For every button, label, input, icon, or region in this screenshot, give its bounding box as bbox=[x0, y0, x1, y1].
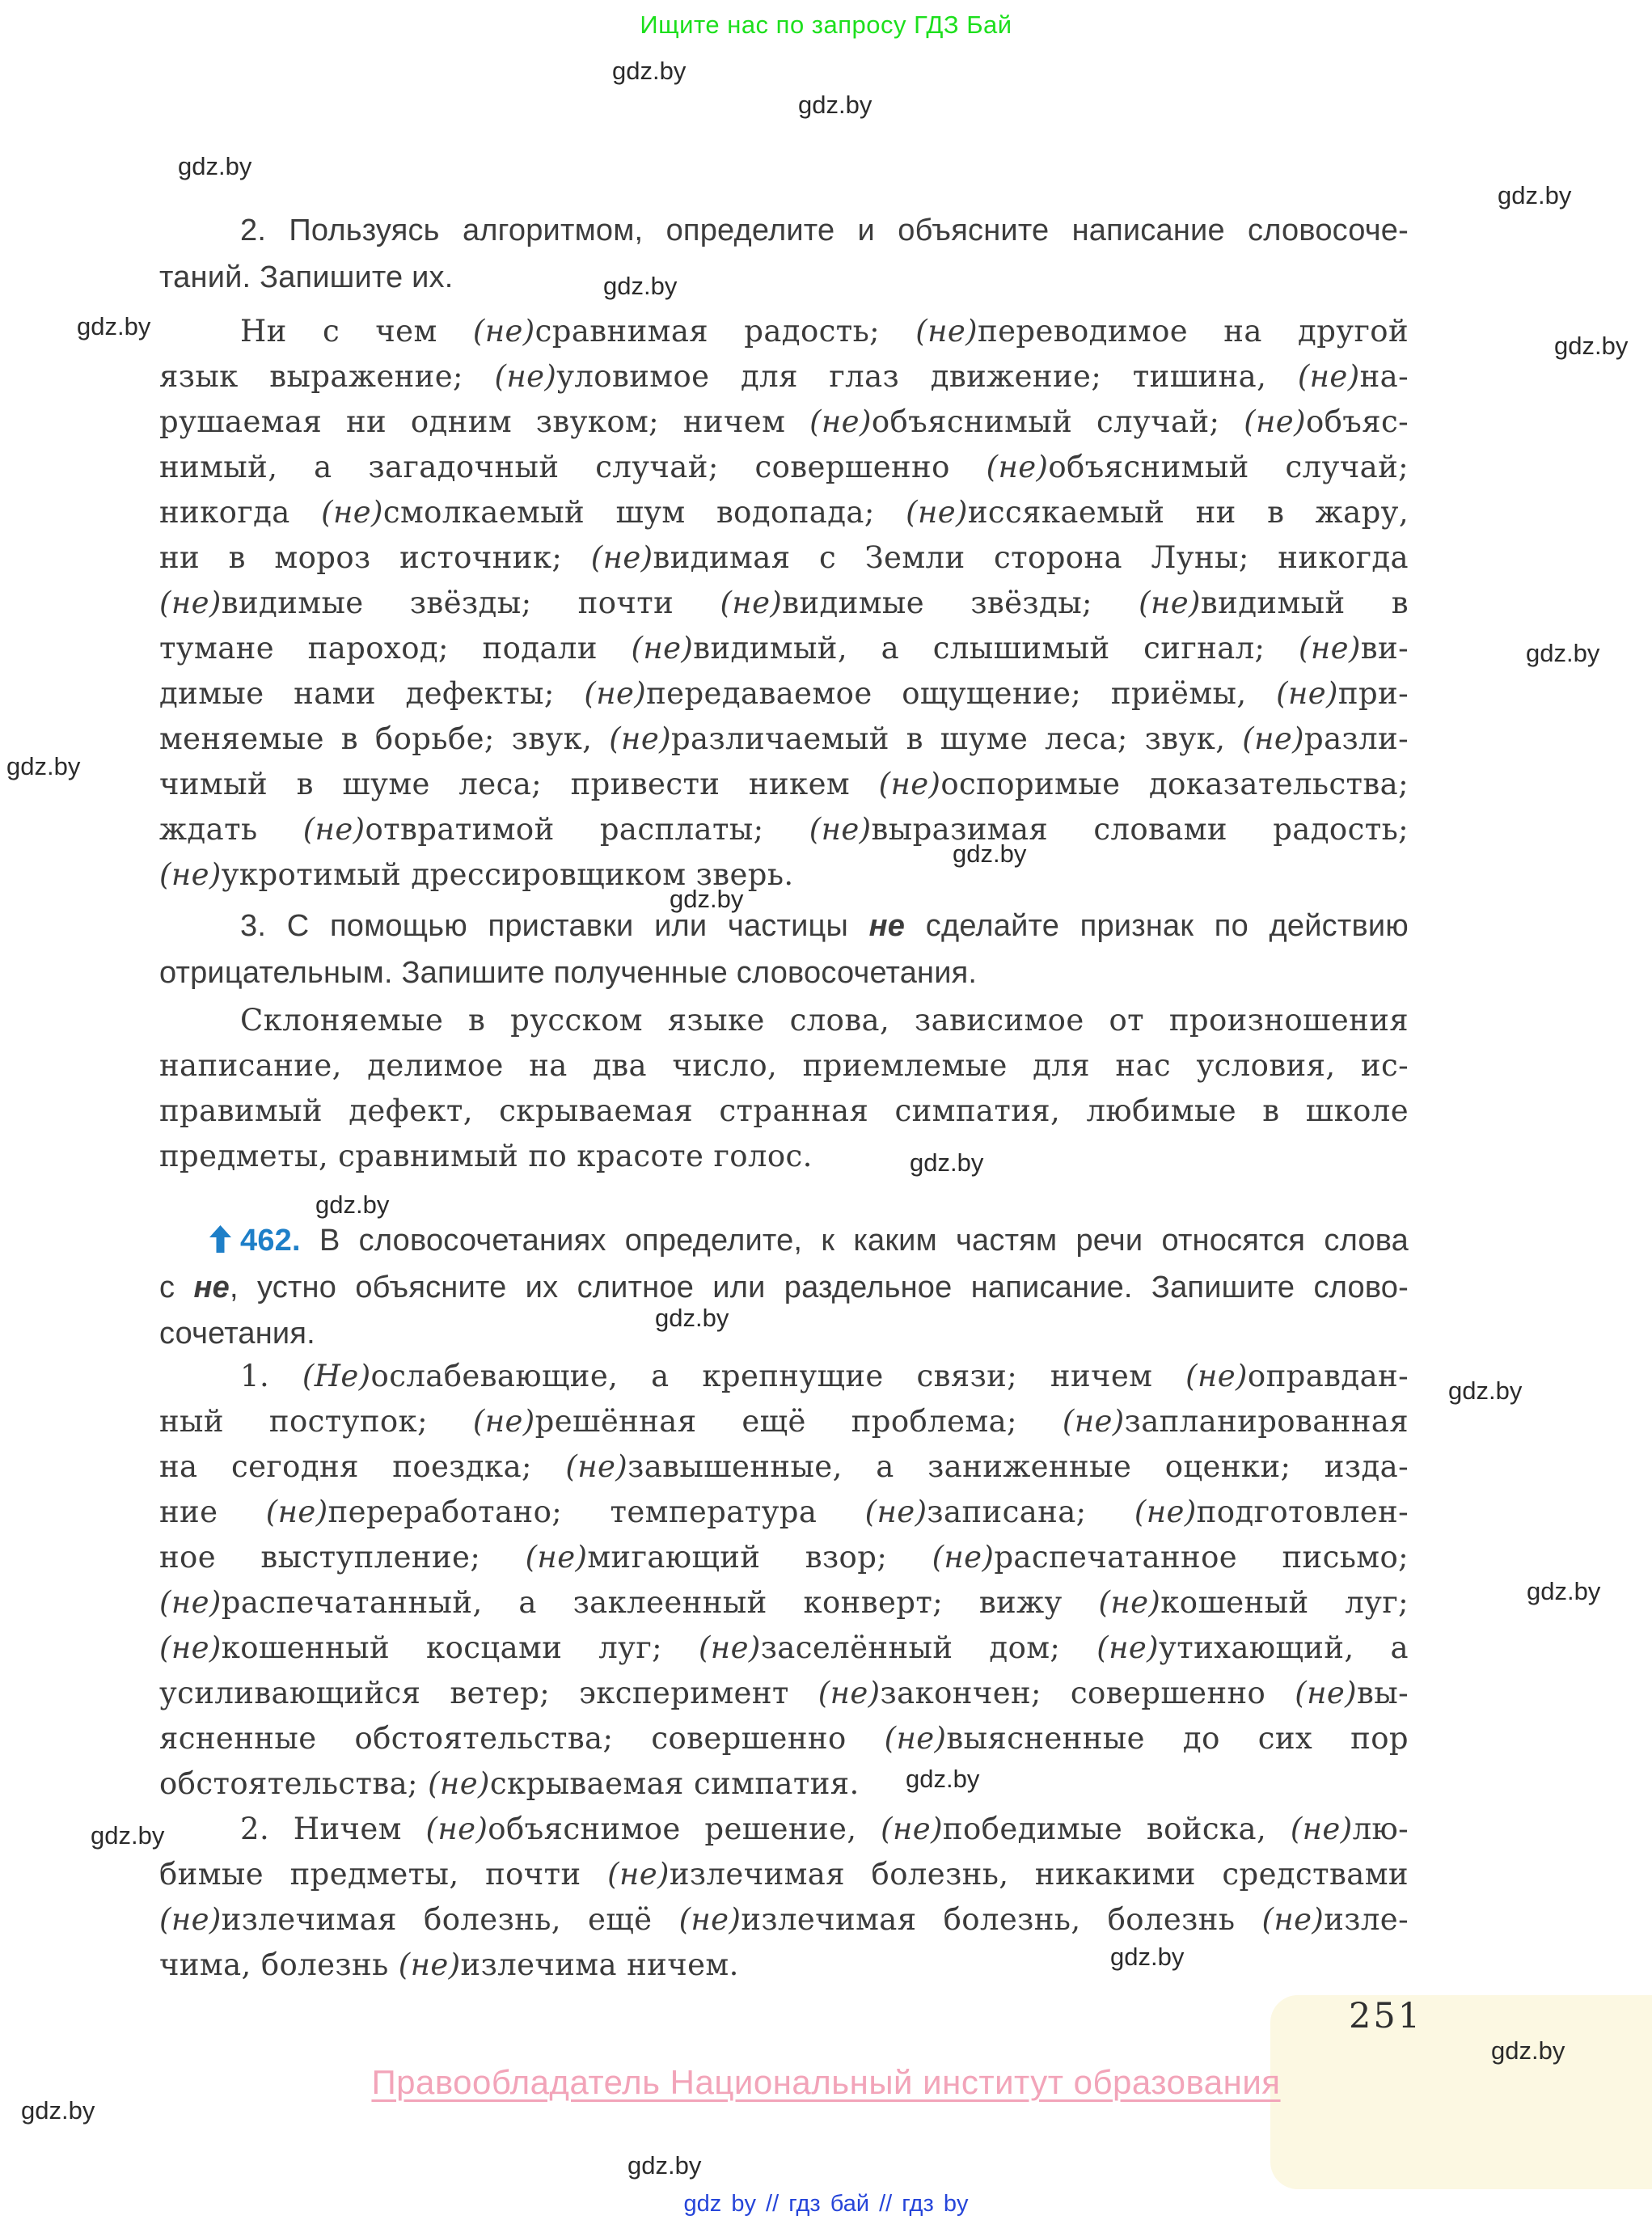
gdz-watermark: gdz.by bbox=[612, 57, 687, 85]
exercise-number: 462. bbox=[240, 1224, 301, 1258]
text-line: меняемые в борьбе; звук, (не)различаемый в шуме леса; звук, (не)разли- bbox=[159, 721, 1409, 756]
text-line: сочетания. bbox=[159, 1317, 315, 1351]
text-line: ни в мороз источник; (не)видимая с Земли сторона Луны; никогда bbox=[159, 540, 1409, 575]
text-line: никогда (не)смолкаемый шум водопада; (не)иссякаемый ни в жару, bbox=[159, 495, 1409, 530]
text-line: чима, болезнь (не)излечима ничем. bbox=[159, 1947, 739, 1982]
text-line: таний. Запишите их. bbox=[159, 260, 454, 294]
gdz-watermark: gdz.by bbox=[906, 1765, 980, 1793]
text-line: (не)укротимый дрессировщиком зверь. bbox=[159, 857, 794, 892]
text-line: усиливающийся ветер; эксперимент (не)закончен; совершенно (не)вы- bbox=[159, 1676, 1409, 1710]
text-line: обстоятельства; (не)скрываемая симпатия. bbox=[159, 1766, 860, 1801]
gdz-watermark: gdz.by bbox=[670, 885, 744, 913]
dictation-list-1 bbox=[159, 309, 1409, 898]
exercise-body bbox=[159, 1265, 1409, 1358]
text-line: 2. Пользуясь алгоритмом, определите и объясните написание словосоче- bbox=[240, 214, 1409, 247]
gdz-watermark: gdz.by bbox=[91, 1821, 165, 1850]
text-line: на сегодня поездка; (не)завышенные, а заниженные оценки; изда- bbox=[159, 1449, 1409, 1484]
text-line: (не)кошенный косцами луг; (не)заселённый дом; (не)утихающий, а bbox=[159, 1630, 1409, 1665]
text-line: димые нами дефекты; (не)передаваемое ощущение; приёмы, (не)при- bbox=[159, 676, 1409, 711]
gdz-watermark: gdz.by bbox=[21, 2096, 95, 2125]
text-line: с не, устно объясните их слитное или раздельное написание. Запишите слово- bbox=[159, 1270, 1409, 1304]
gdz-watermark: gdz.by bbox=[953, 839, 1027, 868]
gdz-watermark: gdz.by bbox=[1554, 332, 1629, 360]
text-line: правимый дефект, скрываемая странная симпатия, любимые в школе bbox=[159, 1093, 1409, 1128]
gdz-watermark: gdz.by bbox=[1448, 1376, 1523, 1405]
text-line: предметы, сравнимый по красоте голос. bbox=[159, 1139, 813, 1173]
text-line: тумане пароход; подали (не)видимый, а слышимый сигнал; (не)ви- bbox=[159, 631, 1409, 666]
exercise-intro: В словосочетаниях определите, к каким частям речи относятся слова bbox=[319, 1224, 1409, 1258]
exercise-item-2 bbox=[159, 1807, 1409, 1988]
exercise-462 bbox=[159, 1218, 1409, 1358]
text-line: (не)распечатанный, а заклеенный конверт; вижу (не)кошеный луг; bbox=[159, 1585, 1409, 1620]
text-line: (не)видимые звёзды; почти (не)видимые звёзды; (не)видимый в bbox=[159, 586, 1409, 620]
text-line: рушаемая ни одним звуком; ничем (не)объяснимый случай; (не)объяс- bbox=[159, 404, 1409, 439]
text-line: нимый, а загадочный случай; совершенно (не)объяснимый случай; bbox=[159, 450, 1409, 484]
copyright-link[interactable]: Правообладатель Национальный институт образования bbox=[371, 2063, 1281, 2101]
gdz-watermark: gdz.by bbox=[1526, 639, 1600, 667]
gdz-watermark: gdz.by bbox=[1110, 1943, 1185, 1971]
gdz-watermark: gdz.by bbox=[315, 1190, 390, 1219]
gdz-watermark: gdz.by bbox=[6, 752, 81, 780]
text-line: ное выступление; (не)мигающий взор; (не)распечатанное письмо; bbox=[159, 1540, 1409, 1575]
text-line: Ни с чем (не)сравнимая радость; (не)переводимое на другой bbox=[240, 314, 1409, 349]
text-line: бимые предметы, почти (не)излечимая болезнь, никакими средствами bbox=[159, 1857, 1409, 1892]
text-line: 2. Ничем (не)объяснимое решение, (не)победимые войска, (не)лю- bbox=[240, 1812, 1409, 1846]
gdz-watermark: gdz.by bbox=[1498, 181, 1572, 209]
gdz-watermark: gdz.by bbox=[910, 1148, 984, 1177]
gdz-watermark: gdz.by bbox=[77, 312, 151, 340]
text-line: ный поступок; (не)решённая ещё проблема; (не)запланированная bbox=[159, 1404, 1409, 1439]
page-number: 251 bbox=[1349, 1996, 1423, 2036]
exercise-header-line bbox=[159, 1218, 1409, 1265]
gdz-watermark: gdz.by bbox=[603, 272, 678, 300]
text-line: отрицательным. Запишите полученные словосочетания. bbox=[159, 955, 978, 990]
task-3-instructions bbox=[159, 903, 1409, 996]
text-line: 1. (Не)ослабевающие, а крепнущие связи; ничем (не)оправдан- bbox=[240, 1359, 1409, 1393]
text-line: ждать (не)отвратимой расплаты; (не)выразимая словами радость; bbox=[159, 812, 1409, 847]
text-line: ясненные обстоятельства; совершенно (не)выясненные до сих пор bbox=[159, 1721, 1409, 1756]
gdz-watermark: gdz.by bbox=[1491, 2036, 1565, 2065]
text-line: ние (не)переработано; температура (не)записана; (не)подготовлен- bbox=[159, 1495, 1409, 1529]
text-line: (не)излечимая болезнь, ещё (не)излечимая болезнь, болезнь (не)изле- bbox=[159, 1902, 1409, 1937]
exercise-item-1 bbox=[159, 1354, 1409, 1807]
text-line: язык выражение; (не)уловимое для глаз движение; тишина, (не)на- bbox=[159, 359, 1409, 394]
footer-links[interactable]: gdz by // гдз бай // гдз by bbox=[683, 2191, 969, 2217]
text-line: 3. С помощью приставки или частицы не сделайте признак по действию bbox=[240, 909, 1409, 943]
gdz-watermark: gdz.by bbox=[178, 152, 252, 180]
gdz-watermark: gdz.by bbox=[798, 91, 872, 119]
text-line: Склоняемые в русском языке слова, зависимое от произношения bbox=[240, 1003, 1409, 1038]
up-arrow-icon bbox=[209, 1218, 231, 1245]
task-2-instructions bbox=[159, 208, 1409, 301]
gdz-watermark: gdz.by bbox=[627, 2151, 702, 2180]
gdz-watermark: gdz.by bbox=[1527, 1577, 1601, 1605]
text-line: написание, делимое на два число, приемлемые для нас условия, ис- bbox=[159, 1048, 1409, 1083]
promo-banner: Ищите нас по запросу ГДЗ Бай bbox=[640, 11, 1012, 39]
text-line: чимый в шуме леса; привести никем (не)оспоримые доказательства; bbox=[159, 767, 1409, 801]
word-list-paragraph bbox=[159, 998, 1409, 1179]
gdz-watermark: gdz.by bbox=[655, 1304, 729, 1332]
